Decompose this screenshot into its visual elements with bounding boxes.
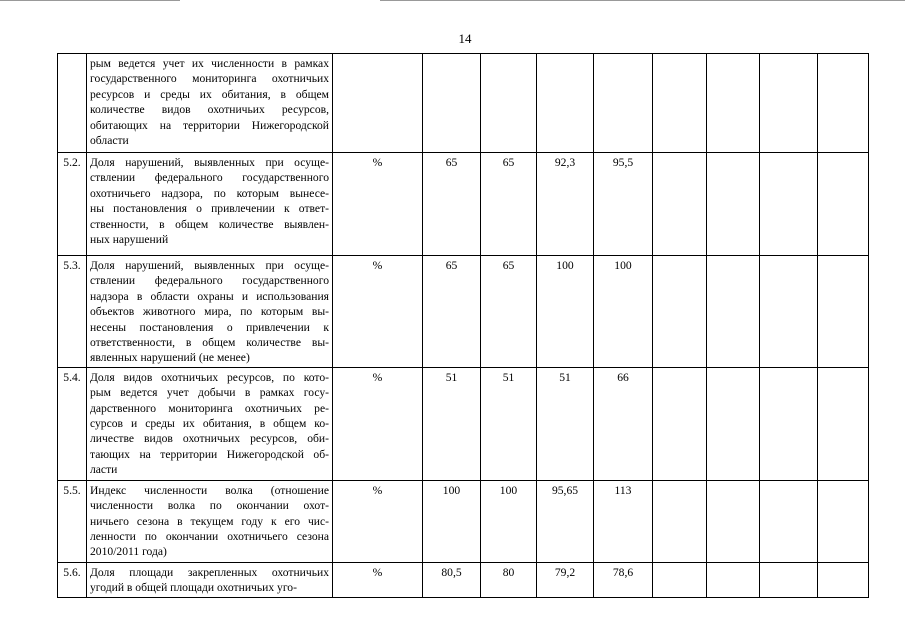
empty-cell-8	[818, 367, 869, 480]
value-cell-2: 65	[481, 256, 537, 368]
empty-cell-7	[760, 562, 818, 597]
description-line: Доля нарушений, выявленных при осуще-	[90, 156, 329, 169]
empty-cell-5	[653, 256, 707, 368]
value-cell-4: 113	[594, 480, 653, 562]
value-cell-4	[594, 54, 653, 153]
description-line: несены постановления о привлечении к	[90, 320, 329, 334]
description-line: Индекс численности волка (отношение	[90, 483, 329, 497]
indicator-description	[87, 256, 333, 368]
table-row	[58, 562, 869, 597]
table-row	[58, 256, 869, 368]
scan-top-edge-right	[380, 0, 905, 1]
description-line: ничьего сезона в текущем году к его чис-	[90, 514, 329, 528]
value-cell-3: 51	[537, 367, 594, 480]
empty-cell-8	[818, 256, 869, 368]
empty-cell-5	[653, 562, 707, 597]
table-row	[58, 480, 869, 562]
value-cell-1: 80,5	[423, 562, 481, 597]
unit-cell: %	[333, 153, 423, 256]
row-number	[58, 54, 87, 153]
description-line: рым ведется учет добычи в рамках госу-	[90, 386, 329, 400]
indicator-description	[87, 480, 333, 562]
description-line: ных нарушений	[90, 233, 169, 247]
empty-cell-6	[707, 54, 760, 153]
value-cell-1: 65	[423, 153, 481, 256]
value-cell-1: 65	[423, 256, 481, 368]
description-line: ресурсов и среды их обитания, в общем	[90, 87, 329, 101]
value-cell-2: 65	[481, 153, 537, 256]
description-line: тающих на территории Нижегородской об-	[90, 447, 329, 461]
indicator-description	[87, 367, 333, 480]
empty-cell-7	[760, 256, 818, 368]
table-row	[58, 54, 869, 153]
empty-cell-7	[760, 153, 818, 256]
value-cell-4: 100	[594, 256, 653, 368]
description-line: количестве видов охотничьих ресурсов,	[90, 103, 329, 117]
description-line: области	[90, 134, 129, 148]
indicators-table	[57, 53, 869, 598]
empty-cell-8	[818, 562, 869, 597]
description-line: рым ведется учет их численности в рамках	[90, 57, 329, 70]
value-cell-3	[537, 54, 594, 153]
empty-cell-6	[707, 153, 760, 256]
value-cell-4: 78,6	[594, 562, 653, 597]
value-cell-3: 95,65	[537, 480, 594, 562]
description-line: ответственности, в общем количестве вы-	[90, 336, 329, 350]
empty-cell-8	[818, 153, 869, 256]
value-cell-3: 92,3	[537, 153, 594, 256]
description-line: 2010/2011 года)	[90, 545, 167, 559]
unit-cell: %	[333, 256, 423, 368]
unit-cell	[333, 54, 423, 153]
empty-cell-6	[707, 562, 760, 597]
description-line: государственного мониторинга охотничьих	[90, 72, 329, 86]
description-line: ствлении федерального государственного	[90, 171, 329, 185]
description-line: сурсов и среды их обитания, в общем ко-	[90, 417, 329, 431]
value-cell-4: 66	[594, 367, 653, 480]
scan-top-edge-left	[0, 0, 180, 1]
value-cell-1: 100	[423, 480, 481, 562]
description-line: ласти	[90, 463, 118, 477]
empty-cell-8	[818, 480, 869, 562]
value-cell-1: 51	[423, 367, 481, 480]
value-cell-1	[423, 54, 481, 153]
empty-cell-5	[653, 367, 707, 480]
empty-cell-7	[760, 54, 818, 153]
empty-cell-6	[707, 367, 760, 480]
description-line: дарственного мониторинга охотничьих ре-	[90, 401, 329, 415]
description-line: ны постановления о привлечении к ответ-	[90, 202, 329, 216]
value-cell-3: 100	[537, 256, 594, 368]
description-line: Доля видов охотничьих ресурсов, по кото-	[90, 370, 329, 384]
table-row	[58, 367, 869, 480]
row-number: 5.6.	[58, 562, 87, 597]
description-line: явленных нарушений (не менее)	[90, 351, 250, 365]
page-number: 14	[458, 31, 472, 46]
description-line: ленности по окончании охотничьего сезона	[90, 530, 329, 544]
description-line: численности волка по окончании охот-	[90, 499, 329, 513]
value-cell-4: 95,5	[594, 153, 653, 256]
empty-cell-8	[818, 54, 869, 153]
unit-cell: %	[333, 367, 423, 480]
description-line: охотничьего надзора, по которым вынесе-	[90, 186, 329, 200]
empty-cell-5	[653, 54, 707, 153]
indicator-description	[87, 562, 333, 597]
row-number: 5.2.	[58, 153, 87, 256]
value-cell-2: 51	[481, 367, 537, 480]
row-number: 5.3.	[58, 256, 87, 368]
empty-cell-7	[760, 367, 818, 480]
row-number: 5.5.	[58, 480, 87, 562]
empty-cell-6	[707, 480, 760, 562]
table-row	[58, 153, 869, 256]
description-line: личестве видов охотничьих ресурсов, оби-	[90, 432, 329, 446]
value-cell-2	[481, 54, 537, 153]
indicator-description	[87, 54, 333, 153]
empty-cell-7	[760, 480, 818, 562]
description-line: Доля нарушений, выявленных при осуще-	[90, 259, 329, 272]
value-cell-3: 79,2	[537, 562, 594, 597]
empty-cell-5	[653, 480, 707, 562]
description-line: объектов животного мира, по которым вы-	[90, 305, 329, 319]
description-line: ствлении федерального государственного	[90, 274, 329, 288]
value-cell-2: 100	[481, 480, 537, 562]
unit-cell: %	[333, 562, 423, 597]
description-line: угодий в общей площади охотничьих уго-	[90, 581, 297, 595]
description-line: обитающих на территории Нижегородской	[90, 118, 329, 132]
description-line: Доля площади закрепленных охотничьих	[90, 565, 329, 579]
empty-cell-6	[707, 256, 760, 368]
description-line: ственности, в общем количестве выявлен-	[90, 217, 329, 231]
empty-cell-5	[653, 153, 707, 256]
description-line: надзора в области охраны и использования	[90, 289, 329, 303]
indicator-description	[87, 153, 333, 256]
value-cell-2: 80	[481, 562, 537, 597]
unit-cell: %	[333, 480, 423, 562]
row-number: 5.4.	[58, 367, 87, 480]
